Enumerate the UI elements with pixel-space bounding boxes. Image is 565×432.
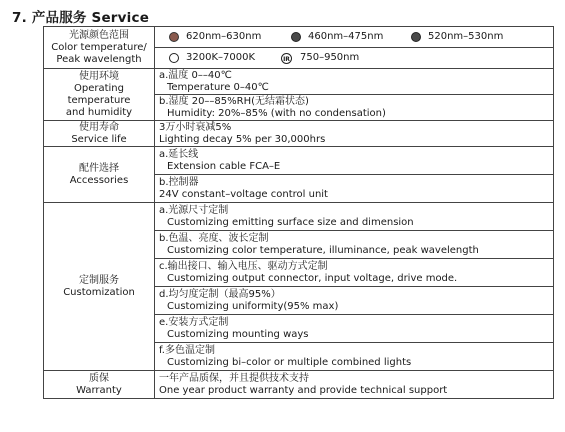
color-options-row1 — [155, 27, 554, 48]
acc-cable-cell — [155, 147, 554, 175]
option-blue — [291, 31, 411, 43]
label-cn: 使用环境 — [79, 70, 119, 82]
label-en: Color temperature/ — [51, 41, 147, 53]
item-en: One year product warranty and provide technical support — [159, 384, 448, 396]
item-en: Humidity: 20%–85% (with no condensation) — [167, 107, 386, 119]
label-cn: 配件选择 — [79, 162, 119, 174]
custom-item-cell — [155, 231, 554, 259]
option-label: 750–950nm — [300, 52, 360, 63]
custom-item-cell — [155, 203, 554, 231]
label-en: Customization — [63, 286, 135, 298]
custom-item-cell — [155, 343, 554, 371]
life-value-cell — [155, 121, 554, 147]
item-en: Lighting decay 5% per 30,000hrs — [159, 133, 326, 145]
table-row — [44, 371, 554, 399]
env-humidity-cell — [155, 95, 554, 121]
item-en: Customizing output connector, input voltage, drive mode. — [167, 272, 458, 284]
table-row — [44, 27, 554, 48]
label-en: Peak wavelength — [56, 53, 142, 65]
item-en: Temperature 0–40℃ — [167, 81, 269, 93]
item-en: 24V constant–voltage control unit — [159, 188, 328, 200]
label-cn: 使用寿命 — [79, 121, 119, 133]
table-row — [44, 121, 554, 147]
item-cn: d.均匀度定制（最高95%） — [159, 288, 281, 300]
label-en: and humidity — [65, 106, 133, 118]
ir-badge-icon: IR — [281, 53, 292, 64]
label-cn: 质保 — [89, 372, 109, 384]
white-circle-icon — [169, 53, 179, 63]
env-temperature-cell — [155, 69, 554, 95]
blue-dot-icon — [291, 32, 301, 42]
env-label-cell — [44, 69, 155, 121]
label-en: Warranty — [76, 384, 122, 396]
custom-item-cell — [155, 287, 554, 315]
section-title: 7. 产品服务 Service — [12, 10, 150, 26]
item-cn: e.安装方式定制 — [159, 316, 229, 328]
green-dot-icon — [411, 32, 421, 42]
option-label: 460nm–475nm — [308, 31, 384, 42]
option-label: 520nm–530nm — [428, 31, 504, 42]
warranty-label-cell — [44, 371, 155, 399]
item-cn: f.多色温定制 — [159, 344, 215, 356]
option-ir — [281, 52, 359, 64]
label-cn: 光源颜色范围 — [69, 29, 129, 41]
item-en: Customizing emitting surface size and dimension — [167, 216, 414, 228]
label-en: temperature — [67, 94, 131, 106]
acc-controller-cell — [155, 175, 554, 203]
warranty-value-cell — [155, 371, 554, 399]
item-en: Extension cable FCA–E — [167, 160, 281, 172]
red-dot-icon — [169, 32, 179, 42]
life-label-cell — [44, 121, 155, 147]
item-cn: b.色温、亮度、波长定制 — [159, 232, 269, 244]
option-label: 620nm–630nm — [186, 31, 262, 42]
option-green — [411, 31, 503, 43]
table-row — [44, 147, 554, 175]
table-row — [44, 203, 554, 231]
label-cn: 定制服务 — [79, 274, 119, 286]
item-cn: a.光源尺寸定制 — [159, 204, 229, 216]
item-en: Customizing color temperature, illuminance, peak wavelength — [167, 244, 479, 256]
option-red — [169, 31, 291, 43]
item-cn: 3万小时衰减5% — [159, 121, 232, 133]
service-table — [43, 26, 554, 399]
label-en: Operating — [74, 82, 124, 94]
item-en: Customizing uniformity(95% max) — [167, 300, 339, 312]
item-cn: c.输出接口、输入电压、驱动方式定制 — [159, 260, 328, 272]
label-en: Service life — [71, 133, 127, 145]
item-cn: b.控制器 — [159, 176, 199, 188]
item-en: Customizing mounting ways — [167, 328, 309, 340]
custom-label-cell — [44, 203, 155, 371]
custom-item-cell — [155, 259, 554, 287]
item-cn: a.延长线 — [159, 148, 199, 160]
item-cn: b.湿度 20––85%RH(无结霜状态) — [159, 95, 309, 107]
color-options-row2 — [155, 48, 554, 69]
color-label-cell — [44, 27, 155, 69]
acc-label-cell — [44, 147, 155, 203]
item-cn: a.温度 0––40℃ — [159, 69, 232, 81]
table-row — [44, 69, 554, 95]
custom-item-cell — [155, 315, 554, 343]
option-white — [169, 52, 281, 64]
item-cn: 一年产品质保，并且提供技术支持 — [159, 372, 309, 384]
label-en: Accessories — [69, 174, 129, 186]
option-label: 3200K–7000K — [186, 52, 256, 63]
item-en: Customizing bi–color or multiple combined lights — [167, 356, 412, 368]
